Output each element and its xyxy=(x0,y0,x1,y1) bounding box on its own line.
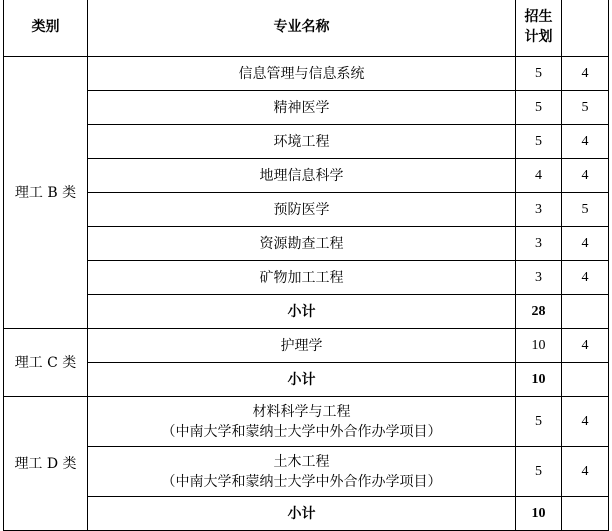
subtotal-plan: 28 xyxy=(516,295,562,329)
plan-cell: 10 xyxy=(516,329,562,363)
table-row xyxy=(4,397,609,447)
subtotal-label: 小计 xyxy=(88,363,516,397)
subtotal-plan: 10 xyxy=(516,363,562,397)
subtotal-label: 小计 xyxy=(88,295,516,329)
plan-cell: 3 xyxy=(516,227,562,261)
major-cell xyxy=(88,447,516,497)
category-cell: 理工 B 类 xyxy=(4,57,88,329)
table-row xyxy=(4,57,609,91)
major-cell: 矿物加工工程 xyxy=(88,261,516,295)
major-note: （中南大学和蒙纳士大学中外合作办学项目） xyxy=(161,473,442,490)
table-row xyxy=(4,447,609,497)
category-cell: 理工 D 类 xyxy=(4,397,88,531)
table-row xyxy=(4,227,609,261)
plan-cell: 5 xyxy=(516,125,562,159)
plan-cell: 5 xyxy=(516,447,562,497)
subtotal-row xyxy=(4,295,609,329)
major-cell: 护理学 xyxy=(88,329,516,363)
subtotal-plan: 10 xyxy=(516,497,562,531)
table-header-row xyxy=(4,0,609,57)
plan-cell: 3 xyxy=(516,261,562,295)
header-category: 类别 xyxy=(4,0,88,57)
header-major-name: 专业名称 xyxy=(88,0,516,57)
major-cell: 环境工程 xyxy=(88,125,516,159)
table-row xyxy=(4,193,609,227)
table-row xyxy=(4,159,609,193)
plan-cell: 4 xyxy=(516,159,562,193)
major-note: （中南大学和蒙纳士大学中外合作办学项目） xyxy=(161,423,442,440)
table-row xyxy=(4,125,609,159)
subtotal-extra xyxy=(562,363,609,397)
extra-cell: 4 xyxy=(562,125,609,159)
extra-cell: 4 xyxy=(562,447,609,497)
table-row xyxy=(4,261,609,295)
major-cell: 预防医学 xyxy=(88,193,516,227)
header-enrollment-plan xyxy=(516,0,562,57)
subtotal-extra xyxy=(562,295,609,329)
plan-cell: 5 xyxy=(516,397,562,447)
plan-cell: 5 xyxy=(516,91,562,125)
extra-cell: 4 xyxy=(562,57,609,91)
subtotal-extra xyxy=(562,497,609,531)
table-row xyxy=(4,91,609,125)
plan-cell: 5 xyxy=(516,57,562,91)
extra-cell: 5 xyxy=(562,193,609,227)
major-cell: 地理信息科学 xyxy=(88,159,516,193)
table-row xyxy=(4,329,609,363)
subtotal-row xyxy=(4,363,609,397)
header-plan-line1: 招生 xyxy=(524,8,553,25)
plan-cell: 3 xyxy=(516,193,562,227)
extra-cell: 4 xyxy=(562,329,609,363)
major-name: 材料科学与工程 xyxy=(252,403,351,420)
subtotal-label: 小计 xyxy=(88,497,516,531)
admissions-plan-table xyxy=(3,0,609,531)
extra-cell: 4 xyxy=(562,227,609,261)
major-cell: 精神医学 xyxy=(88,91,516,125)
extra-cell: 4 xyxy=(562,261,609,295)
subtotal-row xyxy=(4,497,609,531)
extra-cell: 5 xyxy=(562,91,609,125)
category-cell: 理工 C 类 xyxy=(4,329,88,397)
major-cell xyxy=(88,397,516,447)
major-cell: 信息管理与信息系统 xyxy=(88,57,516,91)
major-cell: 资源勘查工程 xyxy=(88,227,516,261)
header-extra xyxy=(562,0,609,57)
major-name: 土木工程 xyxy=(273,453,330,470)
header-plan-line2: 计划 xyxy=(524,28,553,45)
extra-cell: 4 xyxy=(562,397,609,447)
extra-cell: 4 xyxy=(562,159,609,193)
